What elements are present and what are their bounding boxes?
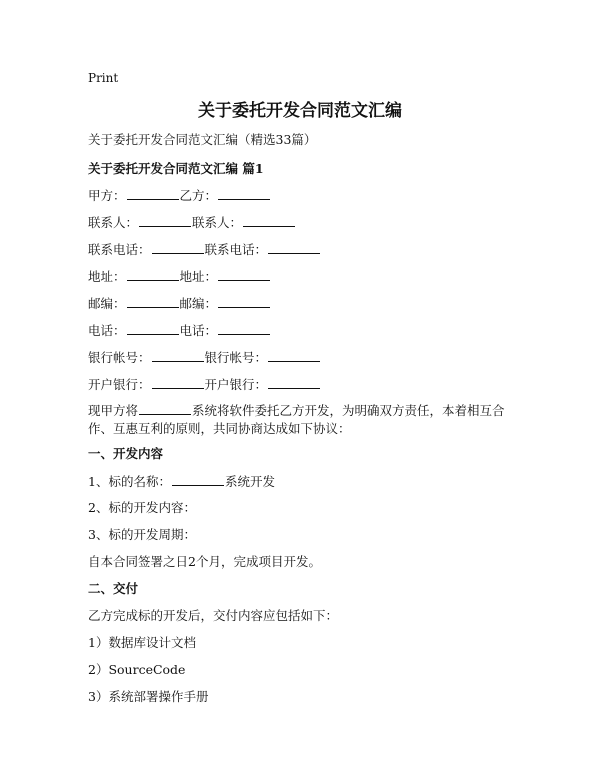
blank-line xyxy=(218,295,270,308)
field-label-left: 联系人： xyxy=(88,215,139,230)
field-label-left: 邮编： xyxy=(88,296,126,311)
field-label-right: 联系电话： xyxy=(204,242,268,257)
blank-line xyxy=(268,376,320,389)
list-item: 3、标的开发周期： xyxy=(88,527,196,542)
blank-line xyxy=(127,268,179,281)
party-field-row xyxy=(88,187,271,204)
field-label-left: 地址： xyxy=(88,269,126,284)
field-label-right: 地址： xyxy=(179,269,218,284)
party-field-row xyxy=(88,322,271,339)
section-heading: 关于委托开发合同范文汇编 篇1 xyxy=(88,161,264,176)
blank-line xyxy=(139,402,191,415)
field-label-left: 电话： xyxy=(88,323,126,338)
field-label-right: 银行帐号： xyxy=(204,350,268,365)
party-field-row xyxy=(88,241,321,258)
intro-text-before: 现甲方将 xyxy=(88,403,139,418)
field-label-right: 开户银行： xyxy=(204,377,268,392)
blank-line xyxy=(127,187,179,200)
party-field-row xyxy=(88,214,296,231)
paragraph: 自本合同签署之日2个月，完成项目开发。 xyxy=(88,554,321,569)
field-label-right: 邮编： xyxy=(179,296,218,311)
blank-line xyxy=(152,241,204,254)
blank-line xyxy=(268,349,320,362)
section-heading-development: 一、开发内容 xyxy=(88,446,164,461)
blank-line xyxy=(243,214,295,227)
paragraph: 乙方完成标的开发后，交付内容应包括如下： xyxy=(88,608,339,623)
list-item: 1）数据库设计文档 xyxy=(88,635,196,650)
print-link[interactable]: Print xyxy=(88,71,119,85)
blank-line xyxy=(218,268,270,281)
intro-text-after: 系统将软件委托乙方开发，为明确双方责任，本着相互合作、互惠互利的原则，共同协商达成如下协议： xyxy=(88,403,505,436)
field-label-left: 甲方： xyxy=(88,188,126,203)
section-heading-delivery: 二、交付 xyxy=(88,581,139,596)
intro-paragraph xyxy=(88,402,520,438)
list-item: 3）系统部署操作手册 xyxy=(88,689,209,704)
document-title: 关于委托开发合同范文汇编 xyxy=(198,101,402,121)
party-field-row xyxy=(88,376,321,393)
field-label-right: 乙方： xyxy=(179,188,218,203)
blank-line xyxy=(218,322,270,335)
blank-line xyxy=(152,349,204,362)
blank-line xyxy=(127,322,179,335)
document-subtitle: 关于委托开发合同范文汇编（精选33篇） xyxy=(88,132,317,147)
item-text-before: 1、标的名称： xyxy=(88,474,171,489)
list-item: 2）SourceCode xyxy=(88,662,186,677)
blank-line xyxy=(152,376,204,389)
blank-line xyxy=(218,187,270,200)
field-label-left: 银行帐号： xyxy=(88,350,151,365)
item-text-after: 系统开发 xyxy=(224,474,275,489)
list-item xyxy=(88,473,275,490)
blank-line xyxy=(268,241,320,254)
field-label-left: 开户银行： xyxy=(88,377,151,392)
field-label-left: 联系电话： xyxy=(88,242,151,257)
blank-line xyxy=(127,295,179,308)
blank-line xyxy=(172,473,224,486)
party-field-row xyxy=(88,268,271,285)
field-label-right: 联系人： xyxy=(192,215,243,230)
field-label-right: 电话： xyxy=(179,323,218,338)
party-field-row xyxy=(88,295,271,312)
blank-line xyxy=(139,214,191,227)
party-field-row xyxy=(88,349,321,366)
list-item: 2、标的开发内容： xyxy=(88,500,196,515)
